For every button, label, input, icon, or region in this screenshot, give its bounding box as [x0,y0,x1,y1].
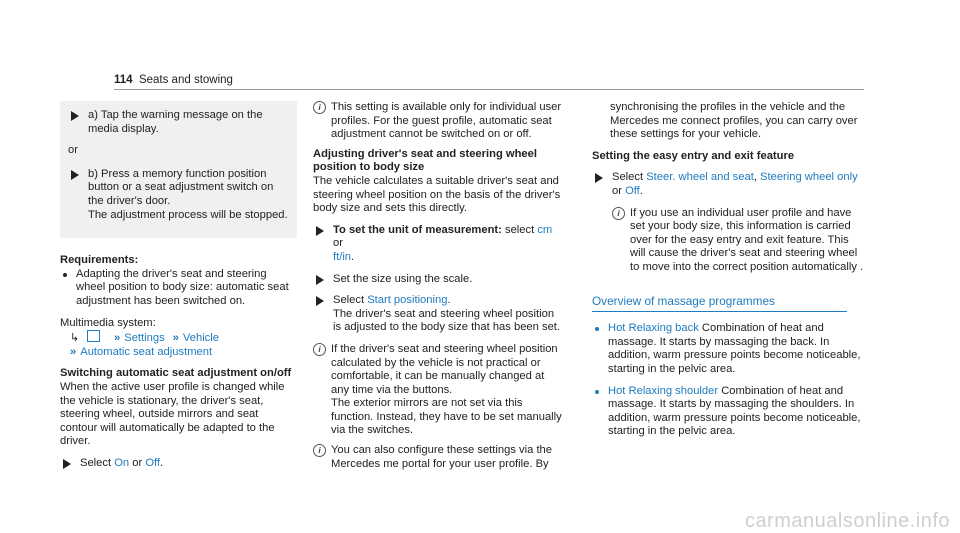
menu-path [60,330,297,359]
page-header [114,74,233,88]
info-icon: i [313,101,326,114]
turn-arrow-icon: ↳ [70,332,80,345]
arrow-right-icon [595,173,603,183]
sync-text: synchronising the profiles in the vehicle and the Mercedes me connect profiles, you can carry over these settings for your vehicle. [610,101,858,141]
arrow-right-icon [71,111,79,121]
info-icon: i [612,207,625,220]
info-note-easy: i If you use an individual user profile and have set your body size, this information is carried over for the easy entry and exit feature. This will cause the driver's seat and steering wheel to move into the correct position automatically . [612,207,864,275]
adjusting-text: The vehicle calculates a suitable driver's seat and steering wheel position on the basis of the driver's body size and sets this directly. [313,174,561,215]
bullet-icon [595,327,599,331]
switching-text: When the active user profile is changed while the vehicle is stationary, the driver's seat, steering wheel, outside mirrors and seat contour will automatically be adapted to the driver. [60,380,285,448]
chevron-icon: » [172,332,179,345]
easy-entry-step: Select Steer. wheel and seat, Steering wheel only or Off. [592,171,864,198]
arrow-right-icon [71,170,79,180]
start-step: Select Start positioning. The driver's seat and steering wheel position is adjusted to the body size that has been set. [313,294,563,335]
requirements-title: Requirements: [60,254,139,267]
requirement-item: Adapting the driver's seat and steering wheel position to body size: automatic seat adjustment has been switched on. [60,268,297,309]
arrow-right-icon [316,226,324,236]
column-3 [592,101,864,447]
chevron-icon: » [70,345,77,358]
info-note-1: i This setting is available only for individual user profiles. For the guest profile, automatic seat adjustment cannot be switched on or off. [313,101,563,142]
path-vehicle: Vehicle [182,332,219,345]
massage-item-back: Hot Relaxing back Combination of heat and massage. It starts by massaging the back. In addition, warm pressure points become noticeable, starting in the pelvic area. [592,322,864,376]
path-automatic-seat: Automatic seat adjustment [80,345,213,358]
bullet-icon [63,273,67,277]
info-note-2: i If the driver's seat and steering wheel position calculated by the vehicle is not practical or comfortable, it can be manually changed at any time via the buttons. The exterior mirrors are not set via this function. Instead, they have to be set manually via the switches. [313,343,563,438]
column-1 [60,101,297,478]
info-icon: i [313,343,326,356]
select-on-off: Select On or Off. [60,457,297,471]
arrow-right-icon [316,275,324,285]
unit-step: To set the unit of measurement: select cm or ft/in. [313,224,563,265]
step-a: a) Tap the warning message on the media display. [68,109,289,136]
or-text: or [68,144,78,157]
info-icon: i [313,444,326,457]
header-divider [114,89,864,90]
arrow-right-icon [316,296,324,306]
section-title: Seats and stowing [138,74,233,86]
multimedia-label: Multimedia system: [60,316,156,329]
info-note-3: i You can also configure these settings via the Mercedes me portal for your user profile. By [313,444,563,471]
watermark: carmanualsonline.info [744,510,950,533]
arrow-right-icon [63,459,71,469]
page-number: 114 [114,74,133,86]
massage-item-shoulder: Hot Relaxing shoulder Combination of heat and massage. It starts by massaging the shoulders. In addition, warm pressure points become noticeable, starting in the pelvic area. [592,385,864,439]
massage-title: Overview of massage programmes [592,295,847,313]
bullet-icon [595,390,599,394]
home-icon [87,330,100,342]
easy-entry-title: Setting the easy entry and exit feature [592,149,795,162]
action-box [60,101,297,238]
column-2 [313,101,563,477]
adjusting-title: Adjusting driver's seat and steering wheel position to body size [313,147,537,174]
path-settings: Settings [124,332,165,345]
scale-step: Set the size using the scale. [313,273,563,287]
chevron-icon: » [114,332,121,345]
switching-title: Switching automatic seat adjustment on/off [60,367,292,380]
step-b: b) Press a memory function position button or a seat adjustment switch on the driver's door. The adjustment process will be stopped. [68,168,289,222]
